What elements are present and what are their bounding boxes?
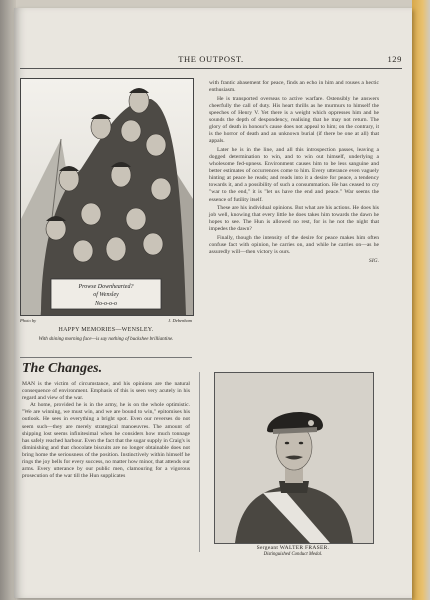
portrait-photo [214,372,374,544]
article-paragraph: with frantic abasement for peace, finds an echo in him and rouses a hectic enthusiasm. [209,80,379,94]
article-paragraph: MAN is the victim of circumstance, and his opinions are the natural consequence of environment. Emphasis of this is seen very acutely in his regard and view of the war. [22,381,190,402]
article-signature: SIG. [368,257,379,264]
article-paragraph: Later he is in the line, and all this introspection passes, leaving a dogged determination to win, and to win out himself, underlying a wholesome fed-upness. Environment causes him to be less sanguine and better estimates of occurrences come to him. Every utterance even vaguely hinting at peace he reads; and reads into it a desire for peace, a tendency towards it, and a possibility of such a consummation. He has ceased to cry "war to the end," it is "let us have the end and peace." War seems the essence of futility itself. [209,146,379,203]
group-photo-caption: HAPPY MEMORIES—WENSLEY. [58,327,154,333]
article-paragraph: He is transported overseas to active warfare. Ostensibly he answers cheerfully the call of duty. His heart thrills as he murmurs to himself the speeches of Henry V. Yet there is a weight which oppresses him and he sounds the depth of despondency, realising that he may not return. The glory of death in honour's cause does not appeal to him; on the contrary, it is the horror of death and an unknown burial (if there be one at all) that appals. [209,95,379,145]
portrait-subcaption: Distinguished Conduct Medal. [263,552,323,557]
article-paragraph: Finally, though the intensity of the desire for peace makes him often confuse fact with opinion, he carries on, and while he carries on—as he assuredly will—then victory is ours. [209,234,379,256]
article-right-column [209,80,379,266]
photo-credit-name: J. Debenham [168,318,192,323]
photo-credit [20,318,192,327]
header-rule [20,68,402,69]
section-rule [20,357,192,358]
sign-text-line3: No-o-o-o [95,301,117,307]
book-page-edges [412,0,430,600]
sign-text-line1: Prowse Downhearted? [78,284,134,290]
group-photo-subcaption: With shining morning face—is say nothing of buckshee brilliantine. [38,337,174,342]
page-number: 129 [387,54,402,64]
publication-title: THE OUTPOST. [178,54,244,64]
page-header [20,54,402,68]
portrait-caption: Sergeant WALTER FRASER. [256,545,330,551]
article-left-column [22,381,190,480]
article-heading: The Changes. [22,361,103,376]
sign-text-line2: of Wensley [93,292,119,298]
photo-credit-label: Photo by [20,318,37,323]
column-divider [199,372,200,552]
article-paragraph: At home, provided he is in the army, he is on the whole optimistic. "We are winning, we must win, and we are bound to win," epitomises his outlook. He sees in everything a bright spot. Even our reverses do not seem such—they are merely strategical manoeuvres. The amount of shipping lost seems infinitesimal when he considers how much tonnage has safely reached harbour. Even the fact that the sugar supply in Craig's is diminishing and that chocolate biscuits are no longer obtainable does not bring home the seriousness of the position. Instinctively within himself he rings the joy bells for every success, no matter how minor, that attends our arms. Every utterance by our public men, clamouring for a vigorous prosecution of the war till the Hun supplicates [22,402,190,480]
group-photo [20,78,194,316]
article-paragraph: These are his individual opinions. But what are his actions. He does his job well, knowing that every little he does takes him towards the dawn he hopes to see. The Hun is allowed no rest, for is he not the night that impedes the dawn? [209,205,379,233]
